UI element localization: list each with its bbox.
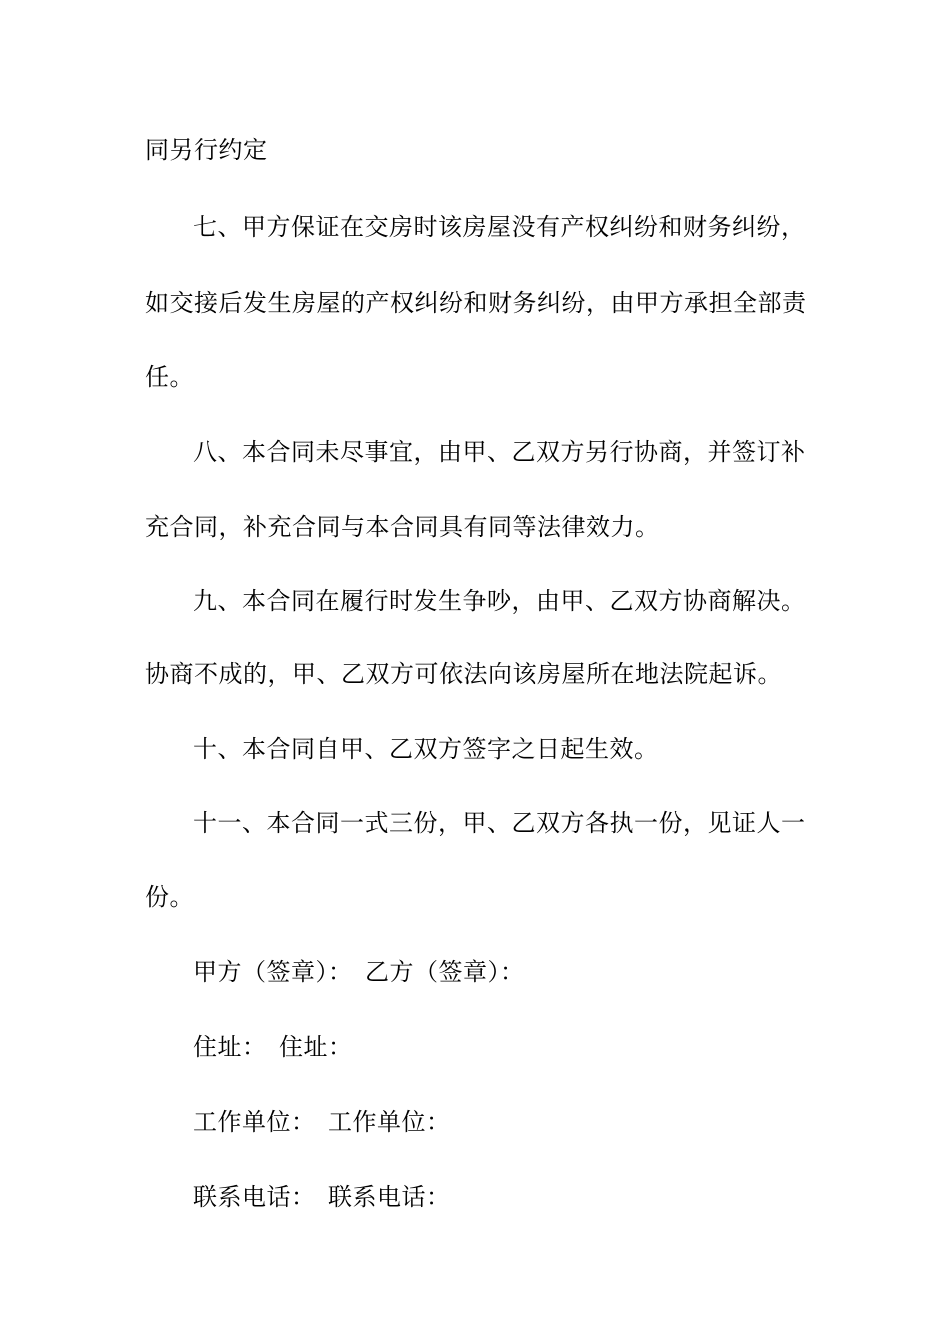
work-unit-line: 工作单位： 工作单位： [193, 1108, 451, 1136]
address-line: 住址： 住址： [193, 1033, 353, 1061]
clause-11-line-1: 十一、本合同一式三份，甲、乙双方各执一份，见证人一 [193, 809, 806, 837]
clause-11-line-2: 份。 [145, 883, 194, 911]
phone-line: 联系电话： 联系电话： [193, 1183, 451, 1211]
clause-9-line-2: 协商不成的，甲、乙双方可依法向该房屋所在地法院起诉。 [145, 660, 782, 688]
clause-7-line-1: 七、甲方保证在交房时该房屋没有产权纠纷和财务纠纷， [193, 213, 806, 241]
clause-7-line-3: 任。 [145, 363, 194, 391]
clause-10-line-1: 十、本合同自甲、乙双方签字之日起生效。 [193, 735, 659, 763]
signature-line: 甲方（签章）： 乙方（签章）： [193, 958, 525, 986]
clause-8-line-2: 充合同，补充合同与本合同具有同等法律效力。 [145, 513, 660, 541]
clause-8-line-1: 八、本合同未尽事宜，由甲、乙双方另行协商，并签订补 [193, 438, 806, 466]
clause-7-line-2: 如交接后发生房屋的产权纠纷和财务纠纷，由甲方承担全部责 [145, 289, 807, 317]
text-line-continuation: 同另行约定 [145, 136, 268, 164]
clause-9-line-1: 九、本合同在履行时发生争吵，由甲、乙双方协商解决。 [193, 587, 806, 615]
